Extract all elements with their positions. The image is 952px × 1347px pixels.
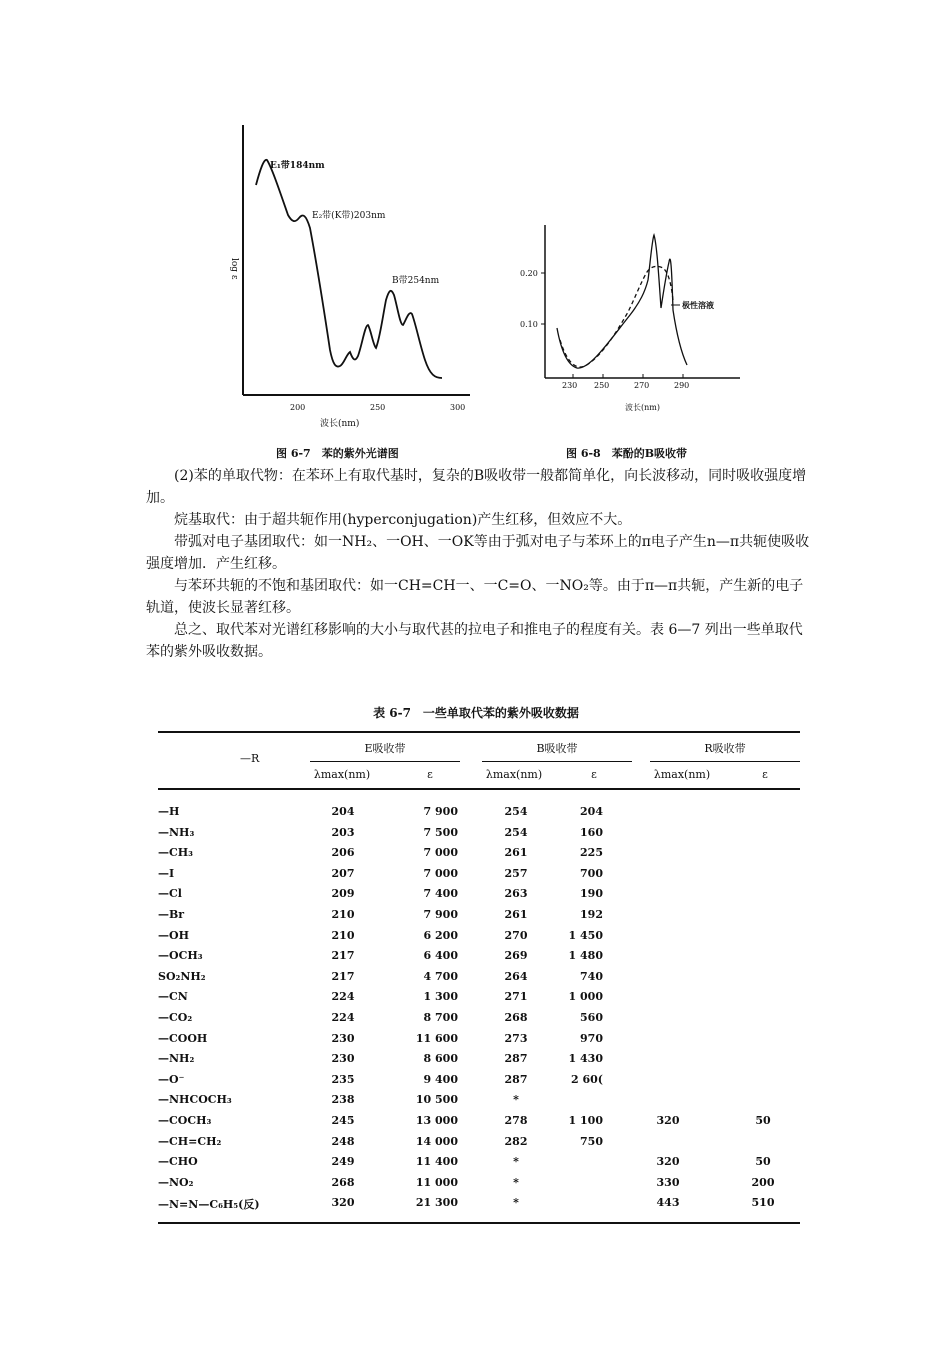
table-cell: 273: [504, 1031, 528, 1045]
e-band-subrule: [310, 761, 460, 762]
fig1-caption: 图 6-7 苯的紫外光谱图: [276, 447, 399, 460]
table-cell: 254: [504, 825, 528, 839]
table-cell: —NH₃: [158, 825, 195, 839]
table-cell: 14 000: [415, 1134, 458, 1148]
table-cell: 2 60(: [571, 1072, 603, 1086]
table-cell: —OH: [158, 928, 189, 942]
table-row: [158, 867, 800, 887]
fig2-xtick-270: 270: [634, 381, 650, 390]
table-cell: 230: [331, 1052, 355, 1066]
table-row: [158, 1176, 800, 1196]
table-cell: 9 400: [423, 1072, 458, 1086]
e-lambda-header: λmax(nm): [313, 768, 371, 781]
paragraph: 总之、取代苯对光谱红移影响的大小与取代甚的拉电子和推电子的程度有关。表 6—7 列出一些单取代苯的紫外吸收数据。: [146, 622, 803, 660]
b-band-subrule: [482, 761, 632, 762]
table-cell: 10 500: [415, 1093, 458, 1107]
table-cell: 7 000: [423, 866, 458, 880]
paragraph: 带弧对电子基团取代：如一NH₂、一OH、一OK等由于弧对电子与苯环上的π电子产生n—π共轭使吸收强度增加．产生红移。: [146, 534, 810, 572]
e-eps-header: ε: [427, 768, 433, 781]
table-cell: 261: [504, 908, 528, 921]
table-cell: 207: [331, 866, 355, 880]
table-cell: 970: [580, 1031, 603, 1045]
table-row: [158, 929, 800, 949]
b-lambda-header: λmax(nm): [485, 768, 543, 781]
table-cell: 278: [504, 1114, 528, 1127]
table-cell: 203: [331, 825, 355, 839]
r-band-subrule: [650, 761, 800, 762]
fig1-x-label: 波长(nm): [320, 419, 360, 429]
table-cell: 50: [755, 1114, 771, 1127]
table-row: [158, 1011, 800, 1031]
table-cell: 8 700: [423, 1011, 458, 1024]
fig2-ytick-020: 0.20: [520, 269, 538, 278]
table-cell: 204: [580, 805, 603, 818]
table-cell: 1 300: [423, 990, 458, 1004]
table-row: [158, 1052, 800, 1072]
table-cell: —NO₂: [158, 1175, 194, 1189]
table-cell: 1 450: [568, 928, 603, 942]
table-cell: *: [513, 1155, 519, 1169]
table-cell: 287: [504, 1072, 528, 1086]
table-cell: —CH₃: [158, 846, 193, 860]
table-cell: 8 600: [423, 1052, 458, 1066]
table-cell: *: [513, 1196, 519, 1210]
table-cell: 11 400: [415, 1155, 458, 1169]
fig2-x-label: 波长(nm): [625, 403, 660, 412]
b-band-header: B吸收带: [536, 742, 578, 755]
body-text: [146, 465, 810, 663]
table-cell: 224: [331, 990, 355, 1004]
table-cell: 217: [331, 949, 355, 963]
col-r-header: —R: [240, 752, 260, 765]
table-cell: 270: [504, 928, 528, 942]
table-cell: 269: [504, 949, 528, 963]
table-row: [158, 1135, 800, 1155]
table-cell: —COOH: [158, 1031, 208, 1045]
table-cell: 206: [331, 846, 355, 860]
table-cell: —COCH₃: [158, 1114, 212, 1127]
table-cell: 217: [331, 969, 355, 983]
table-cell: 1 100: [568, 1114, 603, 1127]
fig2-xtick-230: 230: [562, 381, 578, 390]
table-cell: 235: [331, 1072, 355, 1086]
table-cell: 204: [331, 805, 355, 818]
paragraph: 烷基取代：由于超共轭作用(hyperconjugation)产生红移，但效应不大。: [174, 512, 632, 528]
table-cell: 740: [580, 969, 603, 983]
fig2-xtick-250: 250: [594, 381, 610, 390]
table-cell: 257: [504, 866, 528, 880]
table-cell: 210: [331, 908, 355, 921]
table-cell: 264: [504, 969, 528, 983]
table-cell: —CHO: [158, 1155, 198, 1169]
table-cell: 11 600: [415, 1031, 458, 1045]
fig2-caption: 图 6-8 苯酚的B吸收带: [566, 447, 687, 460]
paragraph: 与苯环共轭的不饱和基团取代：如一CH=CH一、一C=O、一NO₂等。由于π—π共轭，产生新的电子轨道，使波长显著红移。: [146, 578, 804, 616]
table-cell: 271: [504, 990, 528, 1004]
table-cell: 254: [504, 805, 528, 818]
table-cell: —Br: [158, 908, 185, 921]
table-cell: —Cl: [158, 887, 182, 901]
table-cell: 210: [331, 928, 355, 942]
table-row: [158, 949, 800, 969]
table-cell: 510: [751, 1196, 775, 1210]
table-cell: 21 300: [415, 1196, 458, 1210]
table-cell: 287: [504, 1052, 528, 1066]
table-cell: 268: [331, 1175, 355, 1189]
table-row: [158, 805, 800, 825]
table-row: [158, 1114, 800, 1134]
table-cell: —CH=CH₂: [158, 1134, 222, 1148]
table-cell: 238: [331, 1093, 355, 1107]
fig1-e1-label: E₁带184nm: [270, 161, 325, 171]
fig2-xtick-290: 290: [674, 381, 690, 390]
table-cell: 560: [580, 1011, 603, 1024]
phenol-b-band-figure: [515, 220, 745, 420]
fig1-y-label: log ε: [229, 258, 239, 280]
table-row: [158, 1073, 800, 1093]
table-cell: 263: [504, 887, 528, 901]
table-bottom-rule: [158, 1222, 800, 1224]
table-cell: 7 900: [423, 908, 458, 921]
table-cell: 249: [331, 1155, 355, 1169]
table-cell: 6 200: [423, 928, 458, 942]
table-row: [158, 970, 800, 990]
table-row: [158, 1093, 800, 1113]
fig2-ytick-010: 0.10: [520, 320, 538, 329]
fig1-e2-label: E₂带(K带)203nm: [312, 211, 386, 221]
table-title: 表 6-7 一些单取代苯的紫外吸收数据: [373, 706, 579, 720]
table-cell: 268: [504, 1011, 528, 1024]
table-cell: 1 480: [568, 949, 603, 963]
table-cell: —NH₂: [158, 1052, 195, 1066]
table-cell: 6 400: [423, 949, 458, 963]
table-cell: 225: [580, 846, 603, 860]
fig1-tick-250: 250: [370, 403, 386, 412]
table-cell: —I: [158, 866, 175, 880]
fig1-b-label: B带254nm: [392, 276, 440, 286]
fig1-tick-300: 300: [450, 403, 466, 412]
table-cell: —NHCOCH₃: [158, 1093, 232, 1107]
table-cell: —OCH₃: [158, 949, 203, 963]
table-cell: 160: [580, 825, 603, 839]
table-cell: 700: [580, 866, 603, 880]
fig1-spectrum-curve: [256, 160, 442, 378]
table-row: [158, 990, 800, 1010]
table-cell: *: [513, 1093, 519, 1107]
table-cell: 13 000: [415, 1114, 458, 1127]
table-cell: 320: [656, 1155, 680, 1169]
paragraph: (2)苯的单取代物：在苯环上有取代基时，复杂的B吸收带一般都简单化，向长波移动，同时吸收强度增加。: [146, 468, 807, 506]
fig1-tick-200: 200: [290, 403, 306, 412]
table-row: [158, 1032, 800, 1052]
table-cell: *: [513, 1175, 519, 1189]
table-cell: 7 400: [423, 887, 458, 901]
table-cell: SO₂NH₂: [158, 969, 206, 983]
table-cell: 4 700: [423, 969, 458, 983]
table-cell: 11 000: [415, 1175, 458, 1189]
table-cell: —H: [158, 805, 180, 818]
table-header-rule: [158, 788, 800, 790]
fig2-dashed-curve: [560, 266, 673, 367]
table-cell: —CO₂: [158, 1011, 193, 1024]
table-row: [158, 846, 800, 866]
table-cell: 245: [331, 1114, 355, 1127]
table-cell: —CN: [158, 990, 188, 1004]
table-cell: 750: [580, 1134, 603, 1148]
table-row: [158, 1155, 800, 1175]
table-cell: 1 430: [568, 1052, 603, 1066]
table-cell: 443: [656, 1196, 680, 1210]
table-cell: 330: [656, 1175, 680, 1189]
table-cell: —O⁻: [158, 1072, 185, 1086]
table-cell: 50: [755, 1155, 771, 1169]
table-row: [158, 908, 800, 928]
table-cell: 248: [331, 1134, 355, 1148]
table-cell: 261: [504, 846, 528, 860]
table-row: [158, 826, 800, 846]
table-cell: 7 500: [423, 825, 458, 839]
table-row: [158, 887, 800, 907]
b-eps-header: ε: [591, 768, 597, 781]
table-cell: 320: [331, 1196, 355, 1210]
e-band-header: E吸收带: [364, 742, 406, 755]
table-cell: 190: [580, 887, 603, 901]
fig2-legend-label: 极性溶液: [682, 300, 714, 310]
table-cell: —N=N—C₆H₅(反): [158, 1198, 260, 1212]
table-cell: 7 000: [423, 846, 458, 860]
table-cell: 282: [504, 1134, 528, 1148]
table-cell: 200: [751, 1175, 775, 1189]
r-band-header: R吸收带: [704, 742, 746, 755]
table-cell: 320: [656, 1114, 680, 1127]
benzene-uv-spectrum-figure: [220, 120, 480, 440]
table-cell: 230: [331, 1031, 355, 1045]
r-eps-header: ε: [762, 768, 768, 781]
table-cell: 224: [331, 1011, 355, 1024]
fig2-solid-curve: [557, 235, 687, 368]
table-cell: 7 900: [423, 805, 458, 818]
table-cell: 192: [580, 908, 603, 921]
r-lambda-header: λmax(nm): [653, 768, 711, 781]
table-cell: 1 000: [568, 990, 603, 1004]
table-row: [158, 1196, 800, 1216]
table-cell: 209: [331, 887, 355, 901]
table-top-rule: [158, 731, 800, 733]
